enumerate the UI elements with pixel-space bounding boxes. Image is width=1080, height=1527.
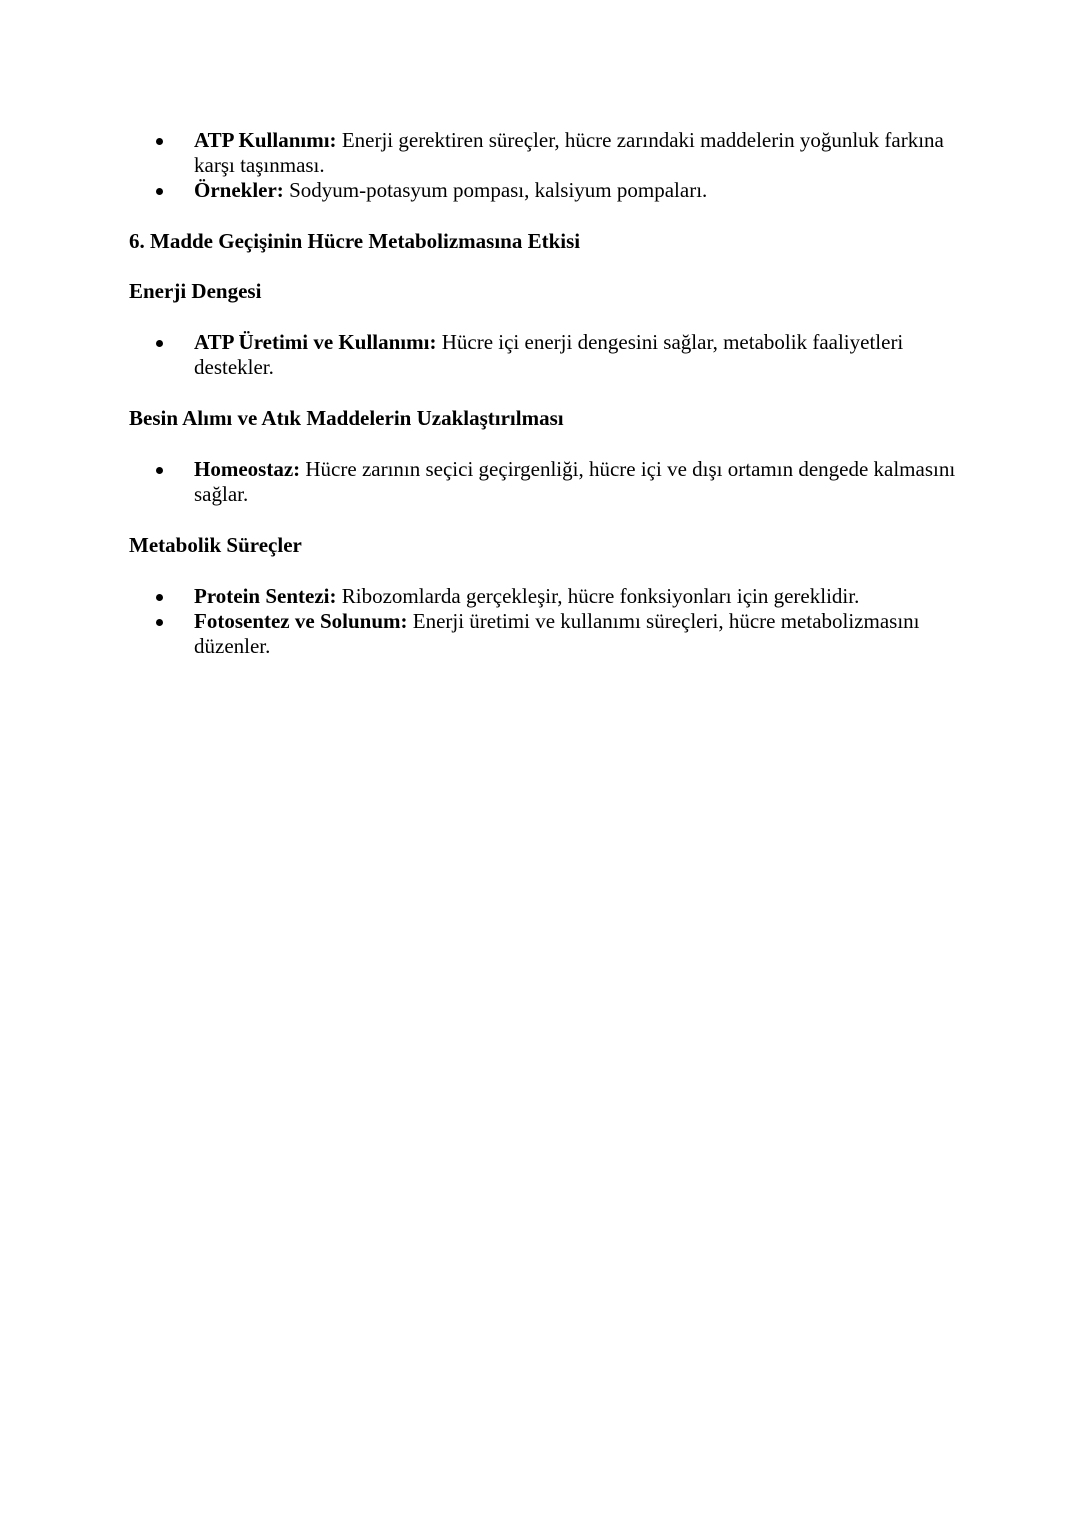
item-text: Sodyum-potasyum pompası, kalsiyum pompaları.	[283, 178, 708, 202]
item-title: Protein Sentezi:	[194, 584, 337, 608]
list-item	[129, 330, 959, 380]
bullet-icon	[156, 340, 163, 347]
item-title: ATP Kullanımı:	[194, 128, 337, 152]
item-text: Hücre içi enerji dengesini sağlar, metabolik faaliyetleri destekler.	[194, 330, 904, 379]
bullet-icon	[156, 467, 163, 474]
document-content	[129, 128, 959, 659]
item-text: Hücre zarının seçici geçirgenliği, hücre içi ve dışı ortamın dengede kalmasını sağlar.	[194, 457, 956, 506]
list-item	[129, 128, 959, 178]
subsection-heading: Enerji Dengesi	[129, 279, 262, 303]
item-text: Ribozomlarda gerçekleşir, hücre fonksiyonları için gereklidir.	[336, 584, 860, 608]
bullet-icon	[156, 138, 163, 145]
bullet-list	[129, 330, 959, 380]
item-text: Enerji üretimi ve kullanımı süreçleri, hücre metabolizmasını düzenler.	[194, 609, 920, 658]
item-text: Enerji gerektiren süreçler, hücre zarındaki maddelerin yoğunluk farkına karşı taşınması.	[194, 128, 944, 177]
item-title: Homeostaz:	[194, 457, 301, 481]
item-title: Örnekler:	[194, 178, 284, 202]
bullet-icon	[156, 188, 163, 195]
item-title: Fotosentez ve Solunum:	[194, 609, 408, 633]
list-item	[129, 584, 959, 609]
bullet-icon	[156, 594, 163, 601]
bullet-icon	[156, 619, 163, 626]
subsection-heading: Besin Alımı ve Atık Maddelerin Uzaklaştırılması	[129, 406, 564, 430]
list-item	[129, 457, 959, 507]
bullet-list	[129, 457, 959, 507]
section-heading: 6. Madde Geçişinin Hücre Metabolizmasına Etkisi	[129, 229, 581, 253]
list-item	[129, 178, 959, 203]
top-bullet-list	[129, 128, 959, 203]
bullet-list	[129, 584, 959, 659]
subsection-heading: Metabolik Süreçler	[129, 533, 302, 557]
list-item	[129, 609, 959, 659]
item-title: ATP Üretimi ve Kullanımı:	[194, 330, 437, 354]
